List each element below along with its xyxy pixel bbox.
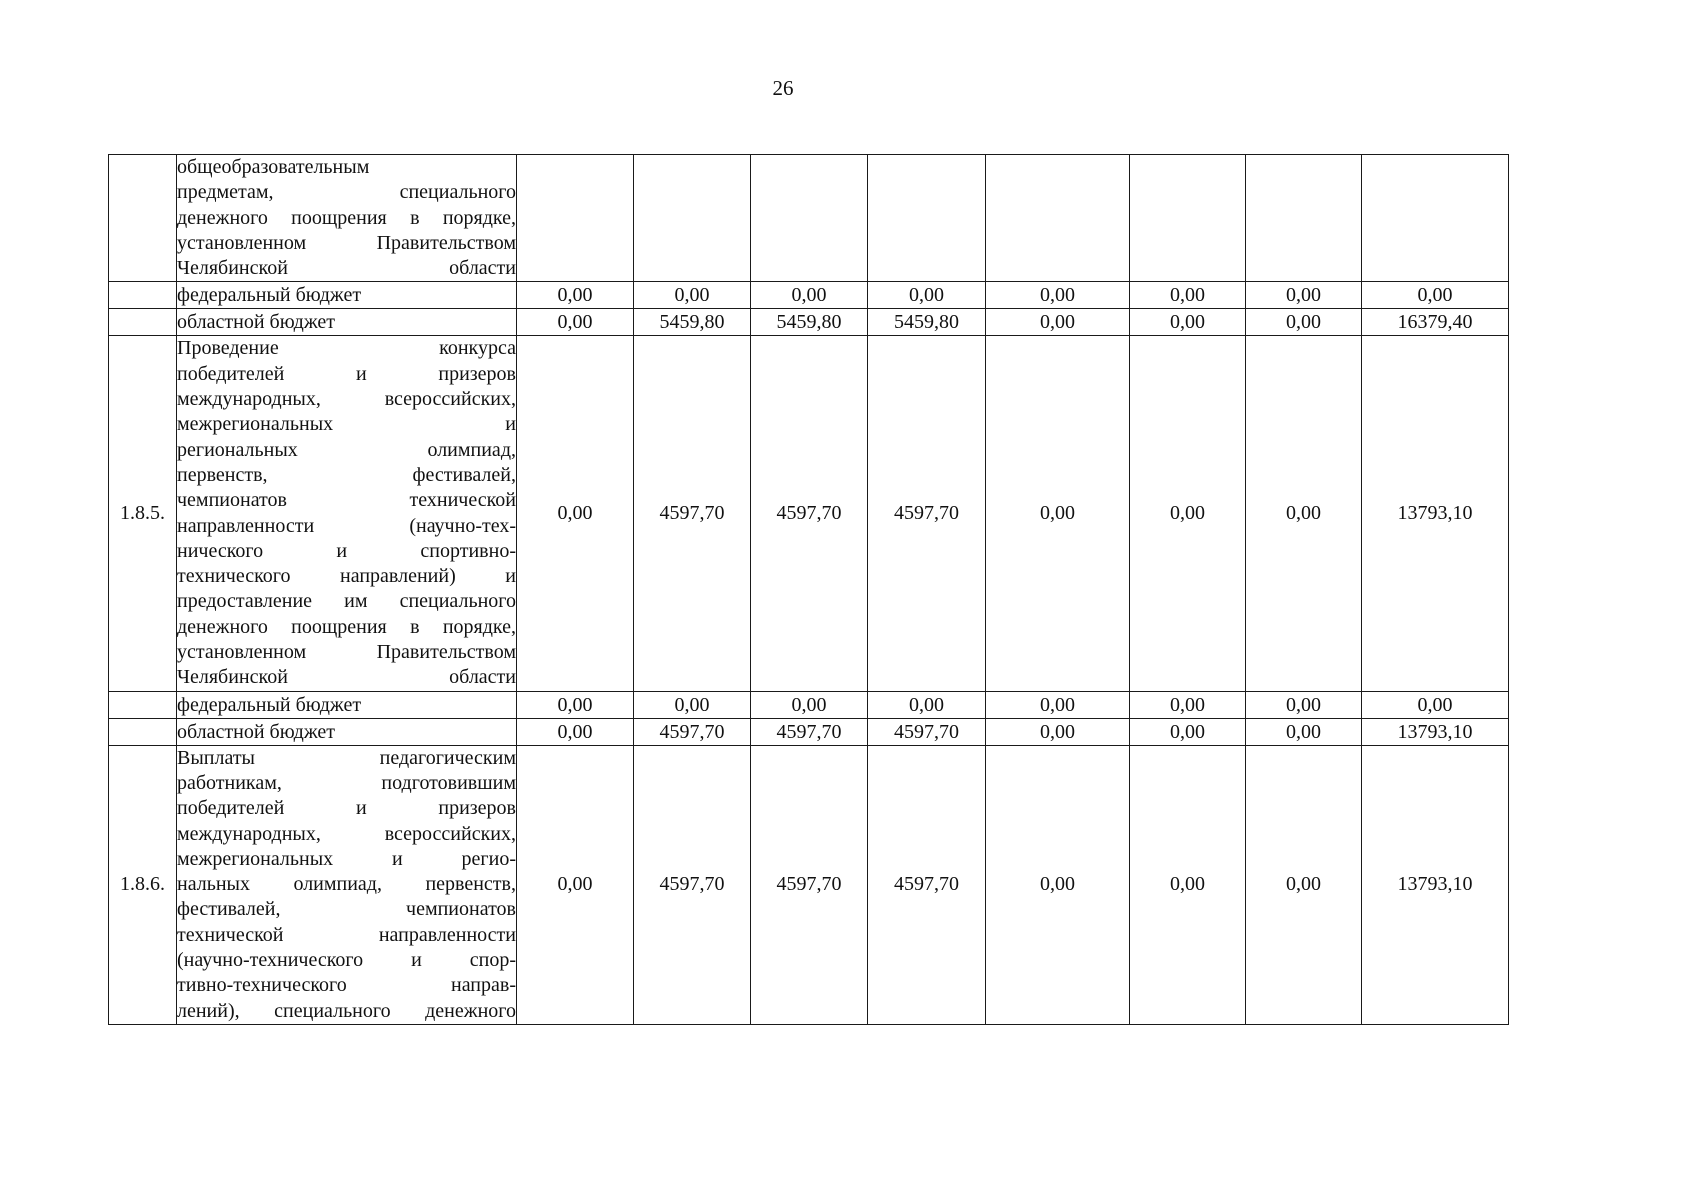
value-cell: 0,00 bbox=[868, 282, 986, 309]
value-cell bbox=[1246, 155, 1362, 282]
value-cell: 0,00 bbox=[1130, 309, 1246, 336]
value-cell bbox=[517, 155, 634, 282]
description-line: установленном Правительством bbox=[177, 641, 516, 664]
description-line: Челябинской области bbox=[177, 666, 516, 689]
value-cell: 0,00 bbox=[517, 691, 634, 718]
empty-number-cell bbox=[109, 691, 177, 718]
description-line: работникам, подготовившим bbox=[177, 771, 516, 794]
description-line: фестивалей, чемпионатов bbox=[177, 898, 516, 921]
value-cell: 4597,70 bbox=[634, 745, 751, 1024]
description-line: первенств, фестивалей, bbox=[177, 463, 516, 486]
description-line: победителей и призеров bbox=[177, 797, 516, 820]
value-cell: 16379,40 bbox=[1362, 309, 1509, 336]
value-cell: 13793,10 bbox=[1362, 745, 1509, 1024]
budget-label: федеральный бюджет bbox=[177, 282, 517, 309]
value-cell: 0,00 bbox=[1362, 282, 1509, 309]
description-line: предметам, специального bbox=[177, 181, 516, 204]
value-cell: 0,00 bbox=[868, 691, 986, 718]
value-cell bbox=[1362, 155, 1509, 282]
value-cell: 0,00 bbox=[986, 745, 1130, 1024]
description-line: межрегиональных и регио- bbox=[177, 847, 516, 870]
value-cell: 5459,80 bbox=[634, 309, 751, 336]
empty-number-cell bbox=[109, 309, 177, 336]
budget-row bbox=[109, 282, 1509, 309]
value-cell: 0,00 bbox=[1246, 336, 1362, 691]
description-line: Проведение конкурса bbox=[177, 337, 516, 360]
value-cell: 0,00 bbox=[1246, 282, 1362, 309]
value-cell: 0,00 bbox=[1246, 691, 1362, 718]
value-cell: 0,00 bbox=[517, 336, 634, 691]
description-line: региональных олимпиад, bbox=[177, 438, 516, 461]
value-cell bbox=[986, 155, 1130, 282]
description-line: общеобразовательным bbox=[177, 156, 370, 178]
value-cell: 0,00 bbox=[517, 745, 634, 1024]
value-cell: 0,00 bbox=[1362, 691, 1509, 718]
value-cell: 4597,70 bbox=[868, 718, 986, 745]
value-cell: 4597,70 bbox=[634, 336, 751, 691]
value-cell: 0,00 bbox=[1130, 745, 1246, 1024]
empty-number-cell bbox=[109, 718, 177, 745]
description-line: лений), специального денежного bbox=[177, 999, 516, 1022]
value-cell: 0,00 bbox=[634, 691, 751, 718]
value-cell: 4597,70 bbox=[868, 336, 986, 691]
value-cell: 4597,70 bbox=[751, 718, 868, 745]
page-number: 26 bbox=[772, 76, 794, 100]
budget-row bbox=[109, 718, 1509, 745]
item-row bbox=[109, 155, 1509, 282]
description-line: международных, всероссийских, bbox=[177, 388, 516, 411]
value-cell: 0,00 bbox=[751, 691, 868, 718]
description-line: предоставление им специального bbox=[177, 590, 516, 613]
item-description bbox=[177, 745, 517, 1024]
budget-row bbox=[109, 691, 1509, 718]
description-line: нического и спортивно- bbox=[177, 539, 516, 562]
budget-label: федеральный бюджет bbox=[177, 691, 517, 718]
description-line: нальных олимпиад, первенств, bbox=[177, 873, 516, 896]
description-line: денежного поощрения в порядке, bbox=[177, 206, 516, 229]
description-line: Выплаты педагогическим bbox=[177, 746, 516, 769]
item-number: 1.8.5. bbox=[109, 336, 177, 691]
value-cell: 0,00 bbox=[986, 718, 1130, 745]
value-cell: 0,00 bbox=[1130, 282, 1246, 309]
value-cell: 0,00 bbox=[986, 309, 1130, 336]
item-description bbox=[177, 155, 517, 282]
value-cell: 0,00 bbox=[517, 309, 634, 336]
value-cell: 0,00 bbox=[986, 691, 1130, 718]
description-line: Челябинской области bbox=[177, 257, 516, 280]
item-row bbox=[109, 745, 1509, 1024]
value-cell: 0,00 bbox=[517, 282, 634, 309]
item-number: 1.8.6. bbox=[109, 745, 177, 1024]
value-cell: 0,00 bbox=[1130, 691, 1246, 718]
budget-label: областной бюджет bbox=[177, 718, 517, 745]
item-number bbox=[109, 155, 177, 282]
item-row bbox=[109, 336, 1509, 691]
value-cell bbox=[751, 155, 868, 282]
value-cell: 0,00 bbox=[986, 336, 1130, 691]
value-cell: 0,00 bbox=[517, 718, 634, 745]
description-line: победителей и призеров bbox=[177, 362, 516, 385]
description-line: технической направленности bbox=[177, 923, 516, 946]
value-cell: 0,00 bbox=[1246, 309, 1362, 336]
budget-label: областной бюджет bbox=[177, 309, 517, 336]
value-cell: 0,00 bbox=[986, 282, 1130, 309]
value-cell: 4597,70 bbox=[751, 336, 868, 691]
value-cell bbox=[1130, 155, 1246, 282]
empty-number-cell bbox=[109, 282, 177, 309]
value-cell: 4597,70 bbox=[634, 718, 751, 745]
description-line: установленном Правительством bbox=[177, 231, 516, 254]
value-cell: 5459,80 bbox=[751, 309, 868, 336]
description-line: межрегиональных и bbox=[177, 413, 516, 436]
value-cell: 0,00 bbox=[1130, 336, 1246, 691]
value-cell: 4597,70 bbox=[751, 745, 868, 1024]
value-cell: 4597,70 bbox=[868, 745, 986, 1024]
description-line: направленности (научно-тех- bbox=[177, 514, 516, 537]
budget-row bbox=[109, 309, 1509, 336]
value-cell: 0,00 bbox=[634, 282, 751, 309]
value-cell: 0,00 bbox=[1130, 718, 1246, 745]
value-cell: 0,00 bbox=[751, 282, 868, 309]
description-line: международных, всероссийских, bbox=[177, 822, 516, 845]
description-line: чемпионатов технической bbox=[177, 489, 516, 512]
item-description bbox=[177, 336, 517, 691]
description-line: тивно-технического направ- bbox=[177, 974, 516, 997]
value-cell: 0,00 bbox=[1246, 745, 1362, 1024]
budget-table bbox=[108, 154, 1509, 1025]
description-line: технического направлений) и bbox=[177, 565, 516, 588]
description-line: (научно-технического и спор- bbox=[177, 949, 516, 972]
value-cell bbox=[868, 155, 986, 282]
value-cell bbox=[634, 155, 751, 282]
description-line: денежного поощрения в порядке, bbox=[177, 615, 516, 638]
value-cell: 5459,80 bbox=[868, 309, 986, 336]
value-cell: 0,00 bbox=[1246, 718, 1362, 745]
value-cell: 13793,10 bbox=[1362, 336, 1509, 691]
value-cell: 13793,10 bbox=[1362, 718, 1509, 745]
